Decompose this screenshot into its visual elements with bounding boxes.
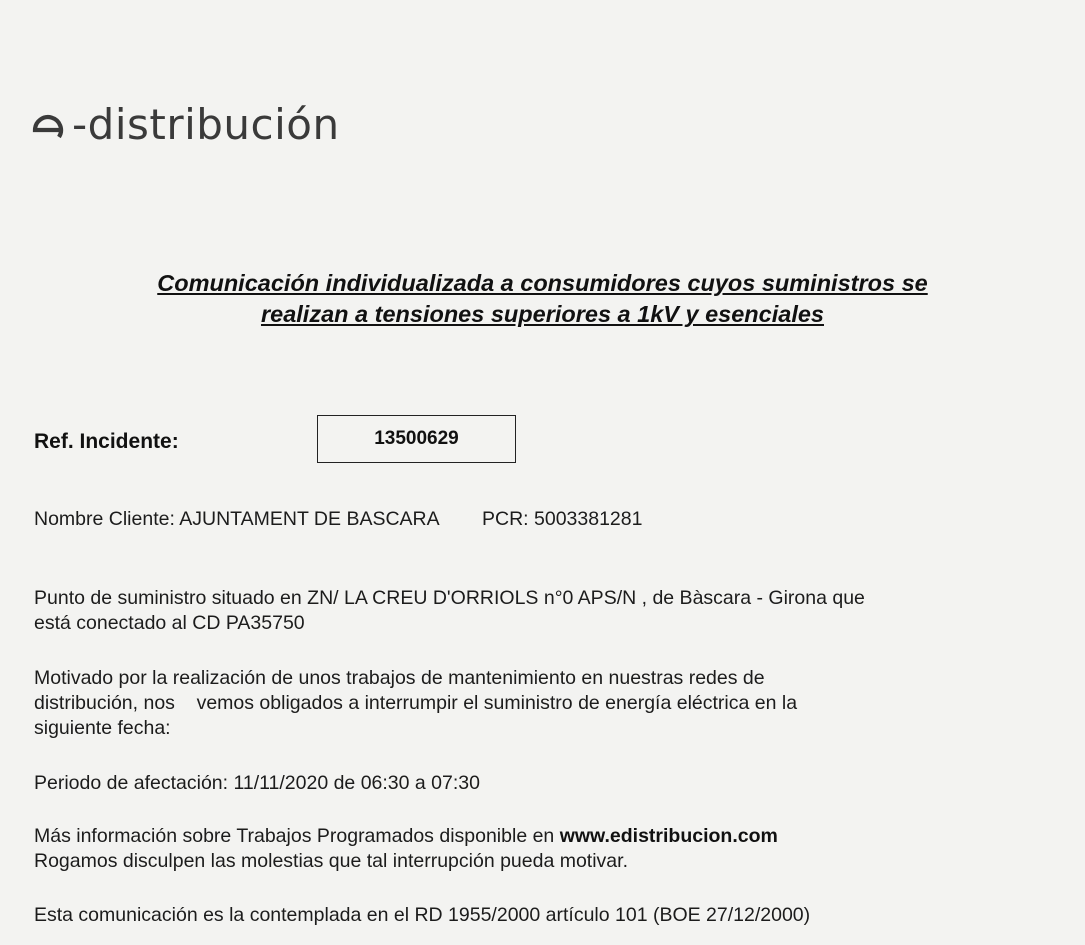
affected-period: Periodo de afectación: 11/11/2020 de 06:30 a 07:30 — [34, 772, 480, 794]
client-label: Nombre Cliente: — [34, 508, 175, 530]
info-paragraph — [34, 824, 1074, 874]
website-link[interactable]: www.edistribucion.com — [559, 825, 778, 847]
pcr-label: PCR: — [481, 508, 529, 530]
legal-notice: Esta comunicación es la contemplada en el RD 1955/2000 artículo 101 (BOE 27/12/2000) — [34, 904, 811, 926]
supply-point-line-1: Punto de suministro situado en ZN/ LA CREU D'ORRIOLS n°0 APS/N , de Bàscara - Girona que — [34, 587, 865, 609]
company-logo — [28, 94, 340, 154]
motive-line-2: distribución, nos vemos obligados a interrumpir el suministro de energía eléctrica en la — [34, 692, 798, 714]
document-heading — [60, 268, 1025, 330]
apology-text: Rogamos disculpen las molestias que tal interrupción pueda motivar. — [34, 850, 628, 872]
e-logo-icon — [28, 108, 68, 148]
supply-point-paragraph — [34, 586, 1074, 636]
client-line — [34, 507, 1074, 532]
motive-paragraph — [34, 666, 1074, 741]
motive-line-3: siguiente fecha: — [34, 717, 171, 739]
supply-point-line-2: está conectado al CD PA35750 — [34, 612, 305, 634]
pcr-value: 5003381281 — [534, 508, 643, 530]
heading-line-2: realizan a tensiones superiores a 1kV y esenciales — [260, 301, 824, 327]
reference-value-box — [317, 415, 516, 463]
info-line-1 — [34, 824, 1074, 849]
company-name: -distribución — [72, 99, 340, 149]
reference-value: 13500629 — [374, 428, 459, 449]
info-prefix: Más información sobre Trabajos Programados disponible en — [34, 825, 555, 847]
heading-line-1: Comunicación individualizada a consumidores cuyos suministros se — [157, 270, 928, 296]
client-name: AJUNTAMENT DE BASCARA — [179, 508, 439, 530]
motive-line-1: Motivado por la realización de unos trabajos de mantenimiento en nuestras redes de — [34, 667, 765, 689]
reference-label: Ref. Incidente: — [34, 430, 179, 453]
